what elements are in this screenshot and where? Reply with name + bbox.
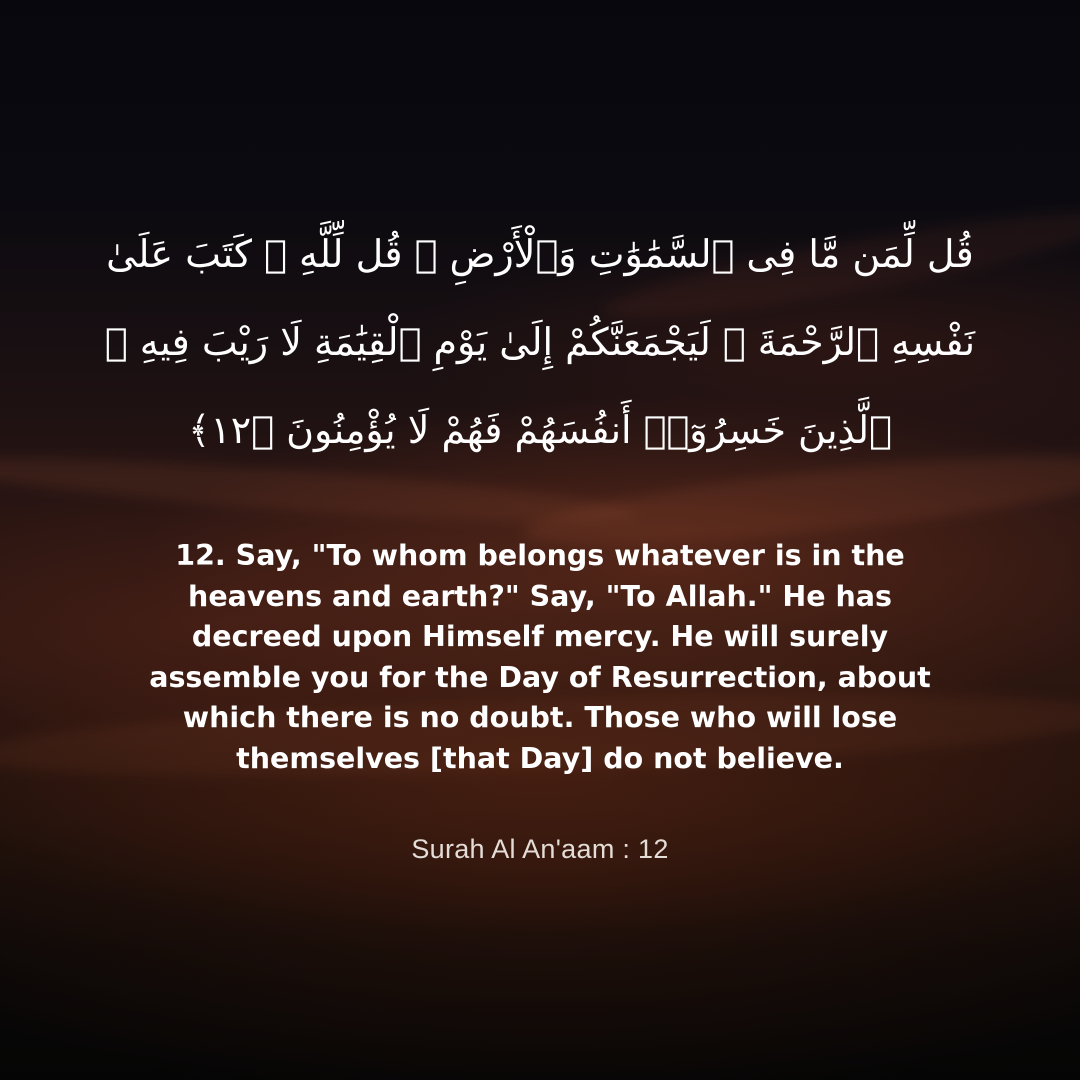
verse-translation: 12. Say, "To whom belongs whatever is in the heavens and earth?" Say, "To Allah." He has decreed upon Himself mercy. He will surely assemble you for the Day of Resurrection, about which there is no doubt. Those who will lose themselves [that Day] do not believe. [149, 539, 931, 775]
surah-reference: Surah Al An'aam : 12 [411, 834, 669, 864]
arabic-verse-text: قُل لِّمَن مَّا فِى ٱلسَّمَٰوَٰتِ وَٱلْأَرْضِ ۖ قُل لِّلَّهِ ۚ كَتَبَ عَلَىٰ نَفْسِهِ ٱلرَّحْمَةَ ۚ لَيَجْمَعَنَّكُمْ إِلَىٰ يَوْمِ ٱلْقِيَٰمَةِ لَا رَيْبَ فِيهِ ۚ ٱلَّذِينَ خَسِرُوٓا۟ أَنفُسَهُمْ فَهُمْ لَا يُؤْمِنُونَ ﴿١٢﴾ [104, 232, 976, 452]
